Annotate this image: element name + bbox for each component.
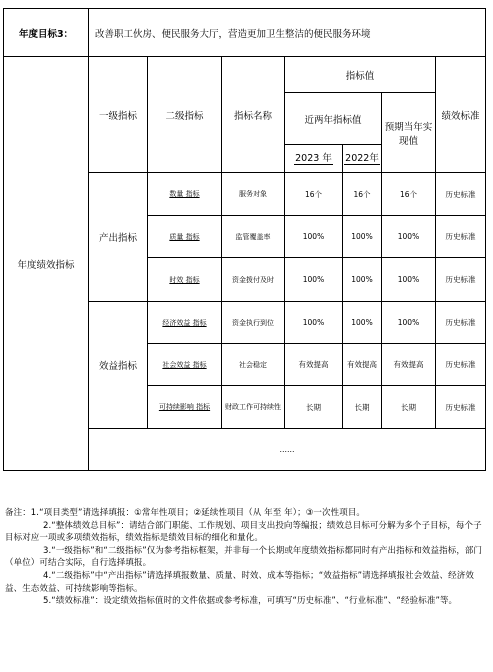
header-recent-values: 近两年指标值 <box>285 93 382 145</box>
value-2022: 16个 <box>343 173 382 216</box>
value-2022: 100% <box>343 216 382 258</box>
value-2022: 100% <box>343 258 382 302</box>
value-standard: 历史标准 <box>436 258 486 302</box>
note-2: 2.“整体绩效总目标”：请结合部门职能、工作规划、项目支出投向等编报；绩效总目标可分解为多个子目标，每个子目标对应一项或多项绩效指标，绩效指标是绩效目标的细化和量化。 <box>5 520 482 544</box>
indicator-name: 财政工作可持续性 <box>222 386 285 429</box>
indicator-name: 资金执行到位 <box>222 302 285 344</box>
level2-cell: 可持续影响 指标 <box>148 386 222 429</box>
header-indicator-name: 指标名称 <box>222 57 285 173</box>
value-2022: 100% <box>343 302 382 344</box>
value-expected: 长期 <box>382 386 436 429</box>
ellipsis-row: …… <box>89 429 486 471</box>
value-2023: 长期 <box>285 386 343 429</box>
header-standard: 绩效标准 <box>436 57 486 173</box>
value-expected: 有效提高 <box>382 344 436 386</box>
header-level1: 一级指标 <box>89 57 148 173</box>
header-expected: 预期当年实现值 <box>382 93 436 173</box>
value-2022: 有效提高 <box>343 344 382 386</box>
value-expected: 100% <box>382 302 436 344</box>
level2-cell: 经济效益 指标 <box>148 302 222 344</box>
header-indicator-value: 指标值 <box>285 57 436 93</box>
indicator-name: 服务对象 <box>222 173 285 216</box>
indicator-name: 监管覆盖率 <box>222 216 285 258</box>
notes <box>5 507 488 608</box>
indicator-name: 社会稳定 <box>222 344 285 386</box>
indicator-name: 资金拨付及时 <box>222 258 285 302</box>
value-standard: 历史标准 <box>436 386 486 429</box>
value-expected: 100% <box>382 216 436 258</box>
level1-output: 产出指标 <box>89 173 148 302</box>
header-level2: 二级指标 <box>148 57 222 173</box>
note-1: 备注：1.“项目类型”请选择填报：①常年性项目；②延续性项目（从 年至 年）；③一次性项目。 <box>5 508 366 518</box>
value-2023: 100% <box>285 302 343 344</box>
note-5: 5.“绩效标准”：设定绩效指标值时的文件依据或参考标准，可填写“历史标准”、“行业标准”、“经验标准”等。 <box>43 596 458 607</box>
header-year-2022: 2022年 <box>343 145 382 173</box>
value-2023: 有效提高 <box>285 344 343 386</box>
level2-cell: 社会效益 指标 <box>148 344 222 386</box>
header-year-2023: 2023 年 <box>285 145 343 173</box>
value-expected: 100% <box>382 258 436 302</box>
value-2023: 100% <box>285 216 343 258</box>
note-3: 3.“一级指标”和“二级指标”仅为参考指标框架，并非每一个长期或年度绩效指标都同时有产出指标和效益指标，部门（单位）可结合实际，自行选择填报。 <box>5 545 483 569</box>
value-2023: 100% <box>285 258 343 302</box>
level2-cell: 数量 指标 <box>148 173 222 216</box>
level2-cell: 质量 指标 <box>148 216 222 258</box>
level2-cell: 时效 指标 <box>148 258 222 302</box>
value-standard: 历史标准 <box>436 344 486 386</box>
performance-target-table <box>3 8 486 471</box>
section-label: 年度绩效指标 <box>4 57 89 471</box>
level1-benefit: 效益指标 <box>89 302 148 429</box>
note-4: 4.“二级指标”中“产出指标”请选择填报数量、质量、时效、成本等指标；“效益指标”请选择填报社会效益、经济效益、生态效益、可持续影响等指标。 <box>5 570 474 594</box>
value-2023: 16个 <box>285 173 343 216</box>
value-standard: 历史标准 <box>436 173 486 216</box>
value-standard: 历史标准 <box>436 302 486 344</box>
goal-text: 改善职工伙房、便民服务大厅，营造更加卫生整洁的便民服务环境 <box>89 9 486 57</box>
value-standard: 历史标准 <box>436 216 486 258</box>
value-expected: 16个 <box>382 173 436 216</box>
value-2022: 长期 <box>343 386 382 429</box>
goal-label: 年度目标3： <box>4 9 89 57</box>
